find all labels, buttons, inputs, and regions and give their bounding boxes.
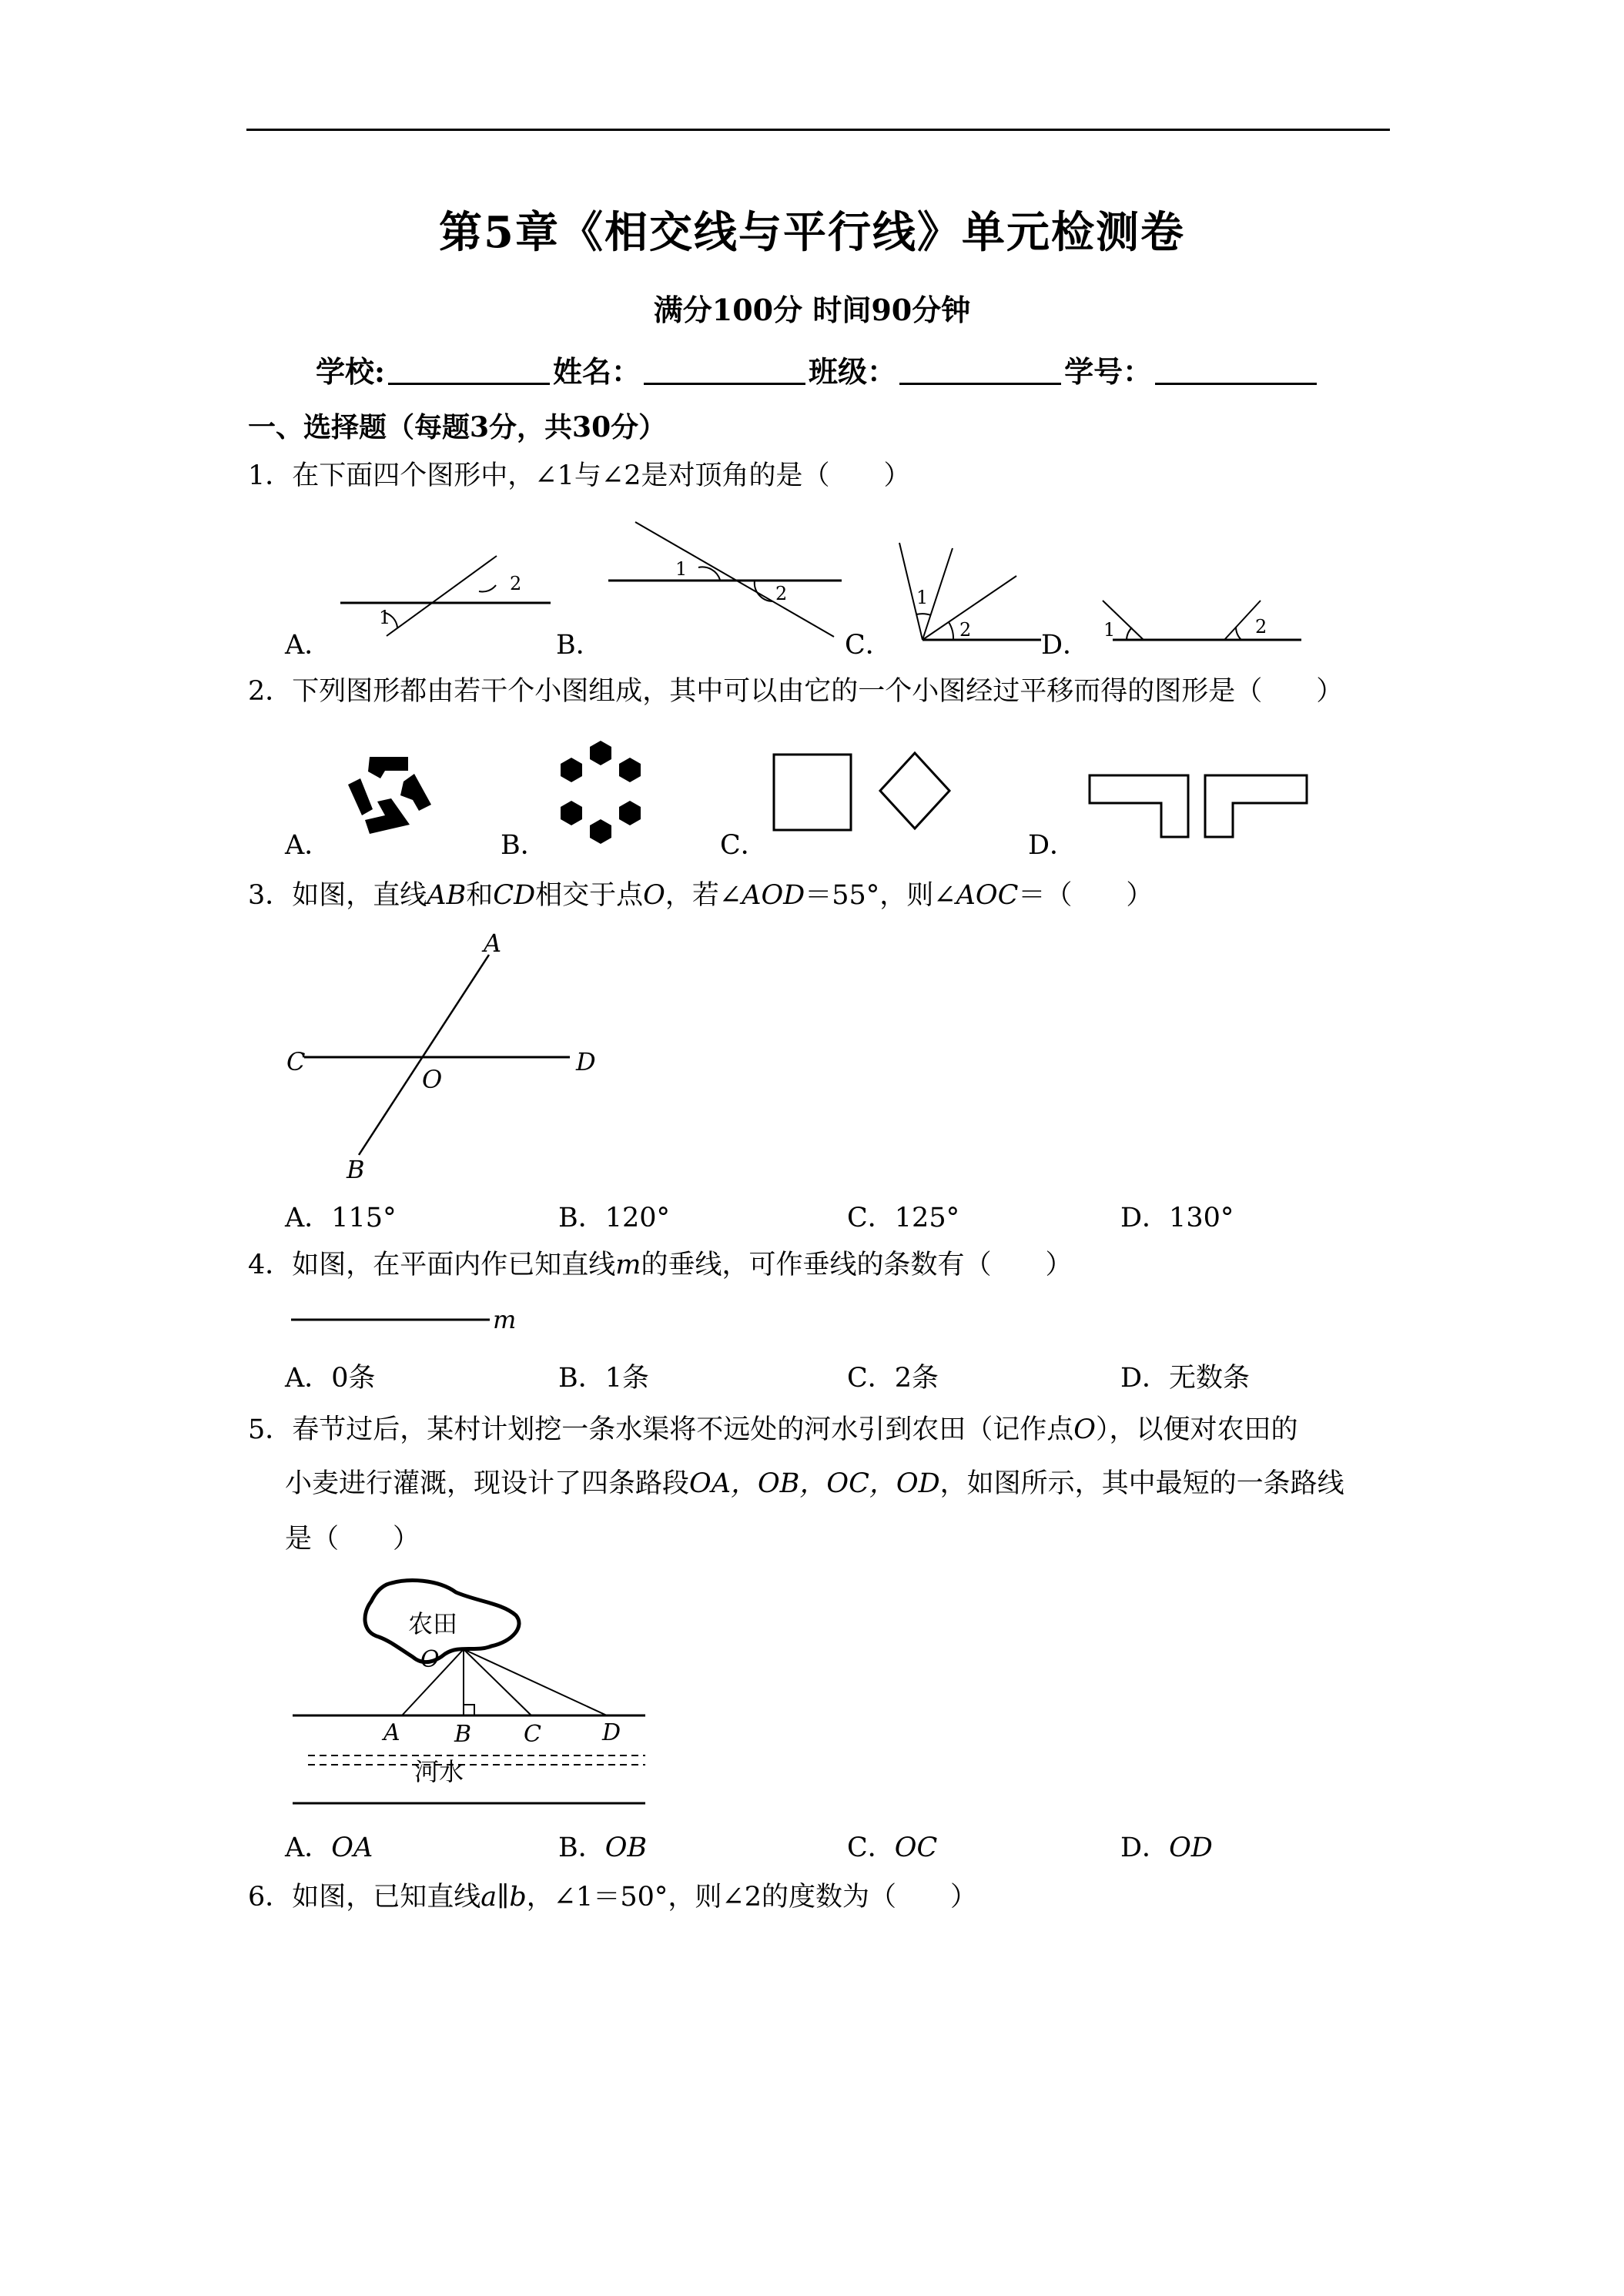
q5-stem-line2: 小麦进行灌溉，现设计了四条路段OA，OB，OC，OD，如图所示，其中最短的一条路线 [285, 1468, 1344, 1499]
svg-text:2: 2 [959, 619, 972, 641]
q4-option-d[interactable]: D．无数条 [1120, 1363, 1251, 1394]
q3-option-b[interactable]: B．120° [558, 1203, 671, 1233]
q1-figure-b [604, 520, 851, 643]
q1-figure-d [1090, 589, 1305, 643]
q5-option-b[interactable]: B．OB [558, 1832, 648, 1863]
q3-option-c[interactable]: C．125° [847, 1203, 960, 1233]
q5-option-a[interactable]: A．OA [285, 1832, 373, 1863]
q2-label-a: A． [285, 830, 332, 861]
q4-stem: 4．如图，在平面内作已知直线m的垂线，可作垂线的条数有（ ） [248, 1250, 1073, 1280]
name-blank[interactable] [644, 355, 805, 385]
svg-text:A: A [484, 929, 502, 958]
svg-text:D: D [576, 1047, 596, 1076]
svg-text:2: 2 [1255, 616, 1267, 638]
q6-stem: 6．如图，已知直线a∥b，∠1＝50°，则∠2的度数为（ ） [248, 1882, 977, 1913]
q4-option-c[interactable]: C．2条 [847, 1363, 939, 1394]
number-label: 学号： [1064, 354, 1153, 389]
class-blank[interactable] [899, 355, 1061, 385]
q2-figure-d [1082, 766, 1313, 843]
page-title: 第5章《相交线与平行线》单元检测卷 [439, 207, 1185, 258]
q5-figure [285, 1571, 655, 1817]
q3-option-d[interactable]: D．130° [1120, 1203, 1234, 1233]
svg-text:1: 1 [916, 587, 929, 608]
q3-option-a[interactable]: A．115° [285, 1203, 397, 1233]
svg-text:m: m [493, 1305, 517, 1334]
svg-text:河水: 河水 [414, 1757, 464, 1786]
class-label: 班级： [809, 354, 897, 389]
section-heading: 一、选择题（每题3分，共30分） [248, 411, 667, 443]
q1-figure-c [893, 539, 1047, 647]
q1-label-d: D． [1041, 630, 1090, 661]
q1-stem: 1．在下面四个图形中，∠1与∠2是对顶角的是（ ） [248, 460, 911, 491]
q1-label-a: A． [285, 630, 332, 661]
q1-figure-a [331, 547, 562, 639]
svg-text:O: O [422, 1065, 443, 1094]
q5-stem-line1: 5．春节过后，某村计划挖一条水渠将不远处的河水引到农田（记作点O），以便对农田的 [248, 1414, 1298, 1445]
svg-text:1: 1 [379, 607, 391, 628]
svg-text:1: 1 [1103, 619, 1116, 641]
school-label: 学校: [316, 354, 386, 389]
svg-text:A: A [383, 1719, 400, 1746]
page-subtitle: 满分100分 时间90分钟 [653, 293, 971, 327]
q2-figure-a [339, 751, 439, 843]
q3-figure [285, 929, 608, 1184]
q3-stem: 3．如图，直线AB和CD相交于点O，若∠AOD＝55°，则∠AOC＝（ ） [248, 880, 1154, 911]
q5-stem-line3: 是（ ） [285, 1524, 420, 1555]
student-info-line [316, 348, 1320, 390]
q5-option-d[interactable]: D．OD [1120, 1832, 1213, 1863]
q2-figure-c [766, 747, 959, 839]
svg-text:2: 2 [775, 583, 788, 604]
svg-text:C: C [524, 1721, 541, 1748]
name-label: 姓名： [553, 354, 641, 389]
q2-figure-b [547, 739, 655, 847]
q1-label-c: C． [845, 630, 892, 661]
svg-text:D: D [602, 1719, 621, 1746]
q4-option-a[interactable]: A．0条 [285, 1363, 376, 1394]
school-blank[interactable] [388, 355, 550, 385]
q1-label-b: B． [556, 630, 603, 661]
svg-text:2: 2 [510, 573, 522, 594]
svg-text:O: O [420, 1646, 440, 1673]
q2-label-b: B． [501, 830, 547, 861]
svg-text:B: B [347, 1155, 365, 1184]
q5-option-c[interactable]: C．OC [847, 1832, 938, 1863]
q2-label-d: D． [1028, 830, 1077, 861]
svg-text:1: 1 [675, 558, 688, 580]
q2-stem: 2．下列图形都由若干个小图组成，其中可以由它的一个小图经过平移而得的图形是（ ） [248, 676, 1344, 707]
q4-option-b[interactable]: B．1条 [558, 1363, 649, 1394]
top-rule [246, 129, 1390, 131]
svg-text:农田: 农田 [408, 1609, 458, 1638]
q4-figure [291, 1305, 522, 1336]
q2-label-c: C． [720, 830, 768, 861]
number-blank[interactable] [1155, 355, 1317, 385]
svg-text:B: B [454, 1721, 472, 1748]
svg-text:C: C [286, 1047, 306, 1076]
